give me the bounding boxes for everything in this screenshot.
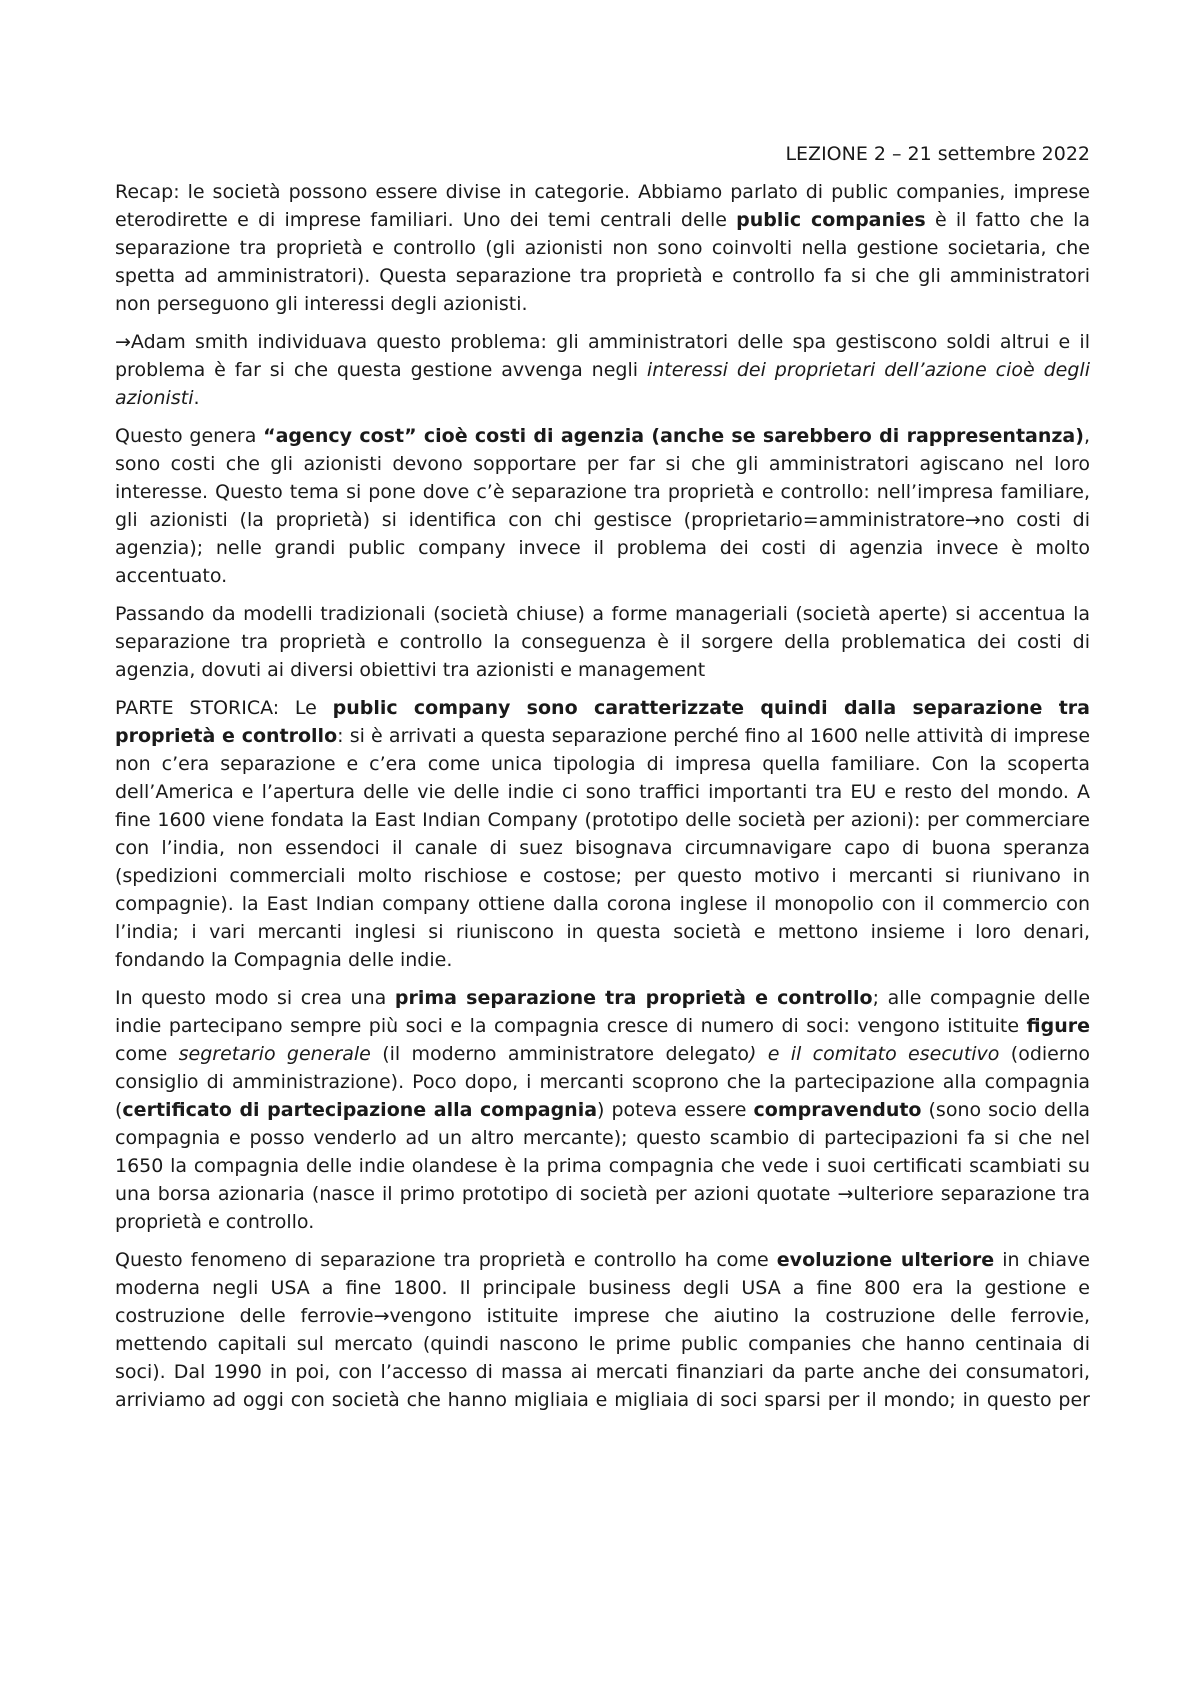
text-run: ; alle compagnie delle indie partecipano sempre più soci e la compagnia cresce di numero di soci: vengono istituite — [115, 987, 1091, 1037]
text-run: in chiave moderna negli USA a fine 1800. Il principale business degli USA a fine 800 era la gestione e costruzione delle ferrovie→vengono istituite imprese che aiutino la costruzione delle ferrovie, mettendo capitali sul mercato (quindi nascono le prime public companies che hanno centinaia di soci). Dal 1990 in poi, con l’accesso di massa ai mercati finanziari da parte anche dei consumatori, arriviamo ad oggi con società che hanno migliaia e migliaia di soci sparsi per il mondo; in questo per — [115, 1249, 1090, 1411]
text-run: Questo genera — [115, 425, 264, 447]
document-body — [115, 140, 1090, 1424]
bold-text: compravenduto — [753, 1099, 922, 1121]
bold-text: prima separazione tra proprietà e controllo — [394, 987, 873, 1009]
italic-text: segretario generale — [178, 1043, 371, 1065]
text-run: →Adam smith individuava questo problema: gli amministratori delle spa gestiscono soldi altrui e il problema è far si che questa gestione avvenga negli — [115, 331, 1090, 381]
italic-text: interessi dei proprietari dell’azione cioè degli azionisti — [115, 359, 1090, 409]
paragraph-modern-evolution — [115, 1246, 1090, 1414]
text-run: Questo fenomeno di separazione tra proprietà e controllo ha come — [115, 1249, 777, 1271]
bold-text: certificato di partecipazione alla compagnia — [122, 1099, 598, 1121]
paragraph-recap — [115, 178, 1090, 318]
text-run: ) poteva essere — [597, 1099, 754, 1121]
text-run: (il moderno amministratore delegato — [370, 1043, 749, 1065]
lesson-heading: LEZIONE 2 – 21 settembre 2022 — [785, 143, 1090, 165]
bold-text: evoluzione ulteriore — [776, 1249, 995, 1271]
paragraph-first-separation — [115, 984, 1090, 1236]
bold-text: public companies — [736, 209, 926, 231]
text-run: (sono socio della compagnia e posso venderlo ad un altro mercante); questo scambio di partecipazioni fa si che nel 1650 la compagnia delle indie olandese è la prima compagnia che vede i suoi certificati scambiati su una borsa azionaria (nasce il primo prototipo di società per azioni quotate →ulteriore separazione tra proprietà e controllo. — [115, 1099, 1090, 1233]
bold-text: “agency cost” cioè costi di agenzia (anche se sarebbero di rappresentanza) — [263, 425, 1084, 447]
paragraph-adam-smith — [115, 328, 1090, 412]
paragraph-historical-part — [115, 694, 1090, 974]
text-run: (odierno consiglio di amministrazione). Poco dopo, i mercanti scoprono che la partecipazione alla compagnia ( — [115, 1043, 1090, 1121]
text-run: Recap: le società possono essere divise in categorie. Abbiamo parlato di public companies, imprese eterodirette e di imprese familiari. Uno dei temi centrali delle — [115, 181, 1090, 231]
bold-text: public company sono caratterizzate quindi dalla separazione tra proprietà e controllo — [115, 697, 1090, 747]
paragraph-managerial-forms: Passando da modelli tradizionali (società chiuse) a forme manageriali (società aperte) si accentua la separazione tra proprietà e controllo la conseguenza è il sorgere della problematica dei costi di agenzia, dovuti ai diversi obiettivi tra azionisti e management — [115, 603, 1090, 681]
text-run: . — [193, 387, 200, 409]
text-run: PARTE STORICA: Le — [115, 697, 333, 719]
text-run: come — [115, 1043, 179, 1065]
text-run: , sono costi che gli azionisti devono sopportare per far si che gli amministratori agiscano nel loro interesse. Questo tema si pone dove c’è separazione tra proprietà e controllo: nell’impresa familiare, gli azionisti (la proprietà) si identifica con chi gestisce (proprietario=amministratore→no costi di agenzia); nelle grandi public company invece il problema dei costi di agenzia invece è molto accentuato. — [115, 425, 1090, 587]
text-run: : si è arrivati a questa separazione perché fino al 1600 nelle attività di imprese non c’era separazione e c’era come unica tipologia di impresa quella familiare. Con la scoperta dell’America e l’apertura delle vie delle indie ci sono traffici importanti tra EU e resto del mondo. A fine 1600 viene fondata la East Indian Company (prototipo delle società per azioni): per commerciare con l’india, non essendoci il canale di suez bisognava circumnavigare capo di buona speranza (spedizioni commerciali molto rischiose e costose; per questo motivo i mercanti si riunivano in compagnie). la East Indian company ottiene dalla corona inglese il monopolio con il commercio con l’india; i vari mercanti inglesi si riuniscono in questa società e mettono insieme i loro denari, fondando la Compagnia delle indie. — [115, 725, 1091, 971]
bold-text: figure — [1026, 1015, 1090, 1037]
text-run: è il fatto che la separazione tra proprietà e controllo (gli azionisti non sono coinvolti nella gestione societaria, che spetta ad amministratori). Questa separazione tra proprietà e controllo fa si che gli amministratori non perseguono gli interessi degli azionisti. — [115, 209, 1090, 315]
paragraph-agency-cost — [115, 422, 1090, 590]
text-run: In questo modo si crea una — [115, 987, 395, 1009]
italic-text: ) e il comitato esecutivo — [748, 1043, 1000, 1065]
